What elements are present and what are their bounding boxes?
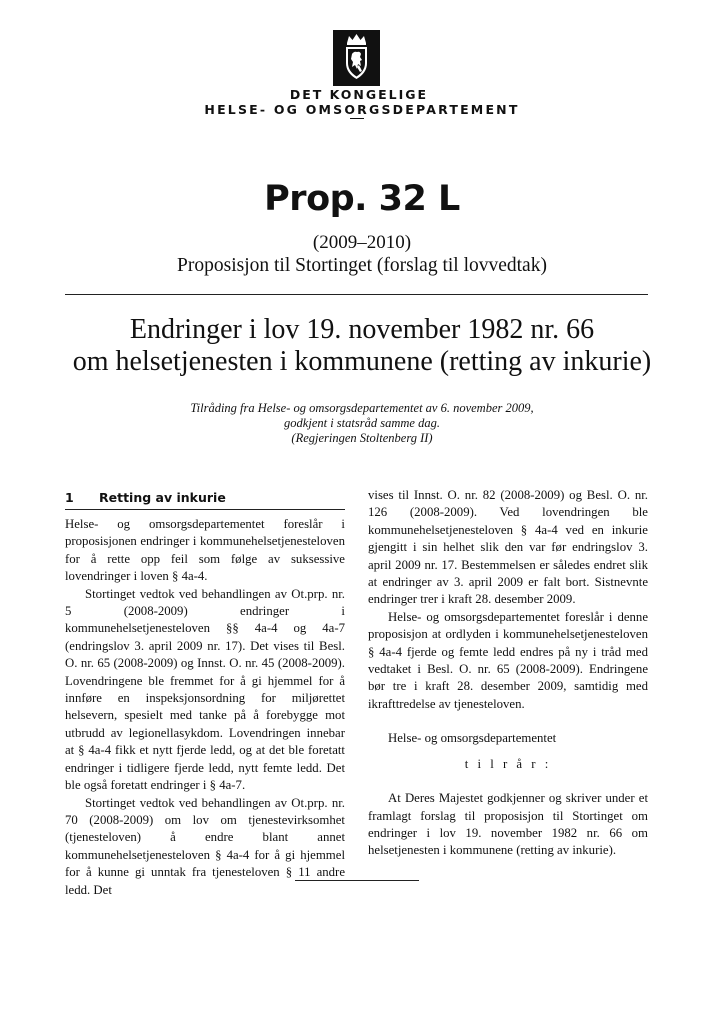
document-title-line1: Endringer i lov 19. november 1982 nr. 66 (129, 314, 595, 345)
section-number: 1 (65, 490, 74, 505)
document-title (0, 314, 724, 378)
department-name-line2: HELSE- OG OMSORGSDEPARTEMENT (204, 102, 520, 117)
proposition-number: Prop. 32 L (264, 179, 460, 219)
paragraph-3-continued: vises til Innst. O. nr. 82 (2008-2009) og Besl. O. nr. 126 (2008-2009). Ved lovendringen ble kommunehelsetjenesteloven § 4a-4 ved en inkurie gjengitt i sin helhet slik den var før endringslov 3. april 2009 nr. 17. Bestemmelsen er således endret slik at endringer av 3. april 2009 er falt bort. Sistnevnte endringer trer i kraft 28. desember 2009. (368, 488, 648, 607)
tilrar-line: t i l r å r : (464, 756, 552, 771)
text-column-right (368, 487, 648, 860)
coat-of-arms-icon (333, 30, 380, 86)
signoff-department: Helse- og omsorgsdepartementet (388, 731, 557, 746)
end-divider (295, 880, 419, 881)
department-divider (350, 118, 364, 119)
recommendation-line2: godkjent i statsråd samme dag. (284, 416, 440, 430)
session-years: (2009–2010) (312, 232, 412, 253)
department-name-line1: DET KONGELIGE (289, 87, 429, 102)
section-title: Retting av inkurie (99, 490, 226, 505)
paragraph-4: Helse- og omsorgsdepartementet foreslår i denne proposisjon at ordlyden i kommunehelsetjenesteloven § 4a-4 fjerde og femte ledd endres på ny i tråd med vedtaket i Besl. O. nr. 65 (2008-2009). Endringene bør tre i kraft 28. desember 2009, samtidig med ikrafttredelse av tjenesteloven. (368, 609, 648, 711)
proposition-subtitle: Proposisjon til Stortinget (forslag til lovvedtak) (177, 255, 547, 276)
paragraph-3: Stortinget vedtok ved behandlingen av Ot.prp. nr. 70 (2008-2009) om lov om tjenestevirksomhet (tjenesteloven) å endre blant annet kommunehelsetjenesteloven § 4a-4 for å gi hjemmel for å kunne gi unntak fra tjenesteloven § 11 andre ledd. Det (65, 795, 345, 897)
paragraph-1: Helse- og omsorgsdepartementet foreslår i proposisjonen endringer i kommunehelsetjenesteloven for å rette opp feil som følge av suksessive lovendringer i loven § 4a-4. (65, 517, 345, 584)
text-column-left (65, 487, 345, 899)
title-divider (65, 294, 648, 295)
recommendation-line3: (Regjeringen Stoltenberg II) (291, 431, 433, 445)
document-title-line2: om helsetjenesten i kommunene (retting av inkurie) (72, 346, 652, 377)
recommendation-note (0, 401, 724, 446)
paragraph-2: Stortinget vedtok ved behandlingen av Ot.prp. nr. 5 (2008-2009) endringer i kommunehelsetjenesteloven §§ 4a-4 og 4a-7 (endringslov 3. april 2009 nr. 17). Det vises til Besl. O. nr. 65 (2008-2009) og Innst. O. nr. 45 (2008-2009). Lovendringene ble fremmet for å gi hjemmel for å innføre en inspeksjonsordning for miljørettet helsevern, spesielt med tanke på å forebygge mot utbrudd av legionellasykdom. Lovendringen innebar at § 4a-4 fikk et nytt fjerde ledd, og at det ble foretatt endringer i tidligere fjerde ledd, nytt femte ledd. Det ble også foretatt endringer i § 4a-7. (65, 586, 345, 793)
final-recommendation: At Deres Majestet godkjenner og skriver under et framlagt forslag til proposisjon til Stortinget om endringer i lov 19. november 1982 nr. 66 om helsetjenesten i kommunene (retting av inkurie). (368, 791, 648, 858)
section-heading (65, 487, 345, 510)
recommendation-line1: Tilråding fra Helse- og omsorgsdepartementet av 6. november 2009, (190, 401, 534, 415)
